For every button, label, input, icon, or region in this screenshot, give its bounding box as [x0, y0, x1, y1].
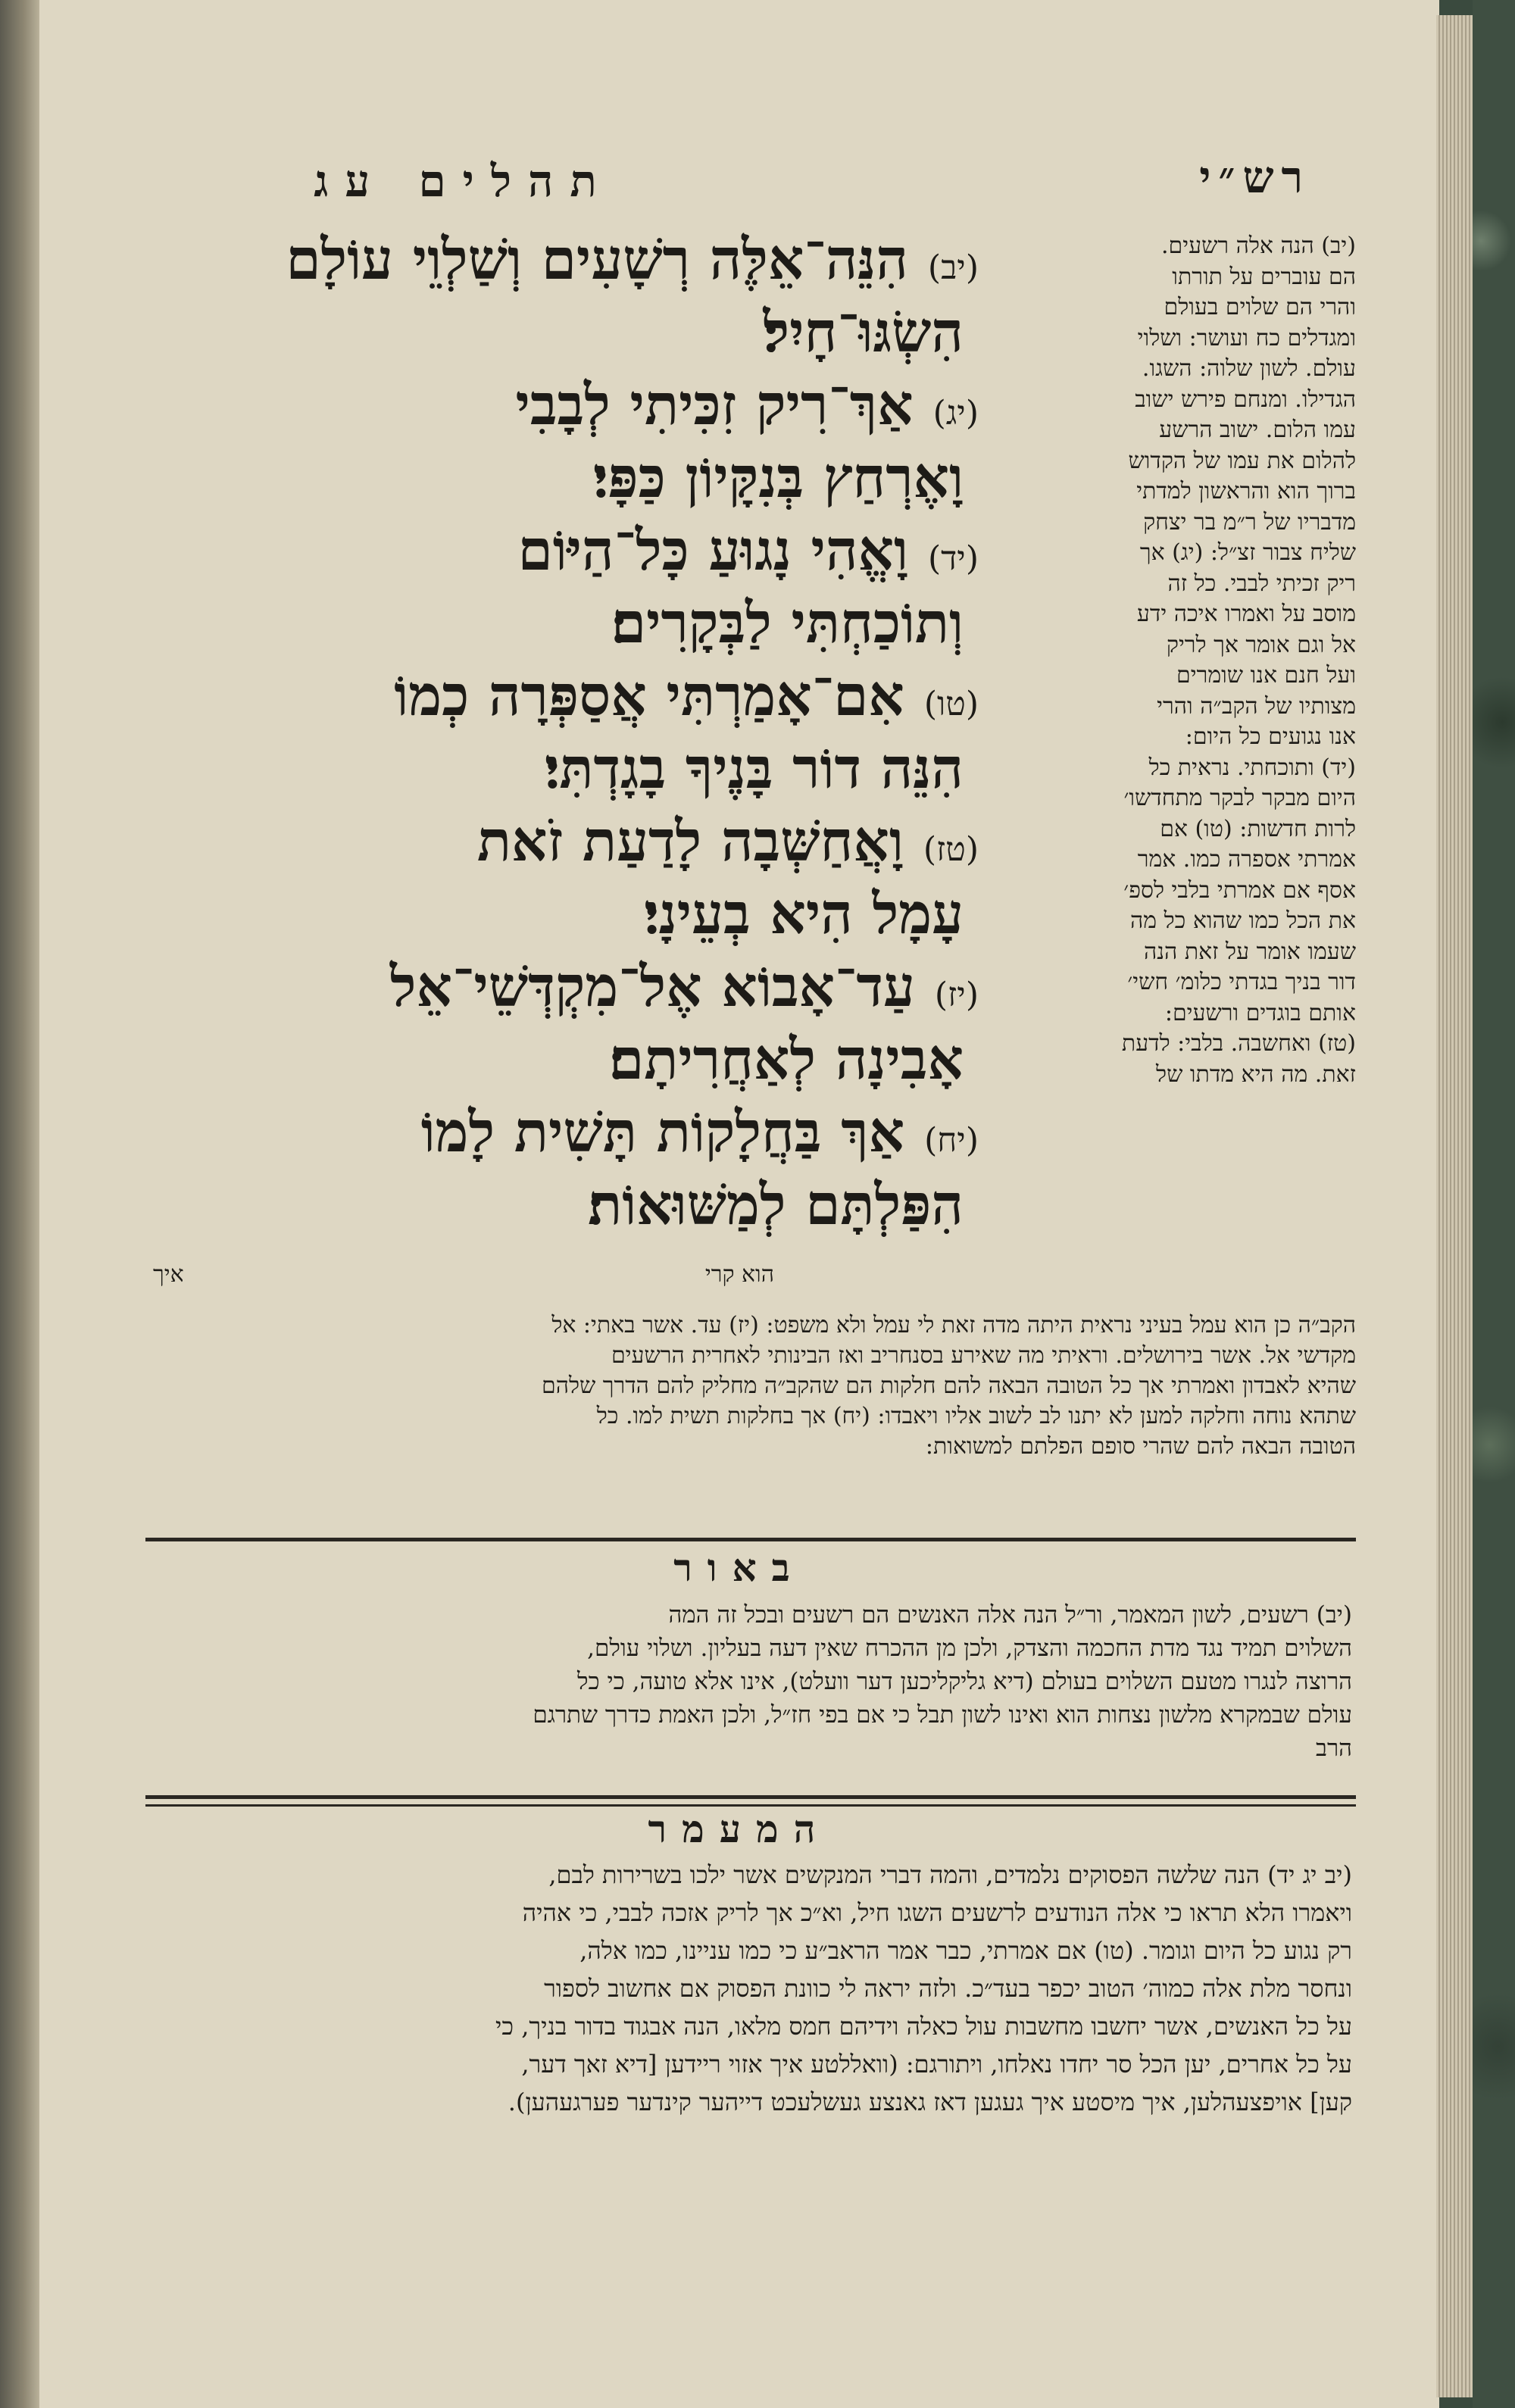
text-line: זאת. מה היא מדתו של [1156, 1060, 1356, 1088]
page-title: תהלים עג [314, 155, 614, 207]
text-line: ברוך הוא והראשון למדתי [1136, 478, 1356, 504]
text-line: הגדילו. ומנחם פירש ישוב [1135, 386, 1356, 413]
text-line: השלוים תמיד נגד מדת החכמה והצדק, ולכן מן ההכרח שאין דעה בעליון. ושלוי עולם, [587, 1635, 1352, 1662]
text-line: ועל חנם אנו שומרים [1176, 662, 1356, 689]
text-line: על כל האנשים, אשר יחשבו מחשבות עול כאלה וידיהם חמס מלאו, הנה אבגוד בדור בניך, כי [495, 2012, 1352, 2041]
verse-text: וְתוֹכַחְתִּי לַבְּקָרִים׃ [611, 591, 964, 656]
verse-text: עַד־אָבוֹא אֶל־מִקְדְּשֵׁי־אֵל [389, 954, 915, 1020]
text-line: (יב) הנה אלה רשעים. [1161, 233, 1356, 259]
text-line: לרות חדשות: (טו) אם [1160, 815, 1356, 842]
text-line: היום מבקר לבקר מתחדשו׳ [1123, 785, 1356, 811]
text-line: שעמו אומר על זאת הנה [1144, 938, 1356, 965]
text-line: הרב [1316, 1735, 1352, 1762]
keri-left: איך [153, 1261, 184, 1288]
text-line: רק נגוע כל היום וגומר. (טו) אם אמרתי, כבר אמר הראב״ע כי כמו עניינו, כמו אלה, [579, 1936, 1352, 1965]
divider-rule [145, 1795, 1356, 1799]
verse-number: (יב) [927, 248, 979, 287]
text-line: עולם שבמקרא מלשון נצחות הוא ואינו לשון תבל כי אם בפי חז״ל, ולכן האמת כדרך שתרגם [533, 1701, 1352, 1729]
text-line: קען] אויפצעהלען, איך מיסטע איך געגען דאז גאנצע געשלעכט דייהער קינדער פערגעהען). [508, 2088, 1352, 2116]
text-line: ריק זכיתי לבבי. כל זה [1167, 570, 1356, 597]
verse-line [123, 369, 979, 442]
rashi-column [962, 231, 1356, 1090]
text-line: להלום את עמו של הקדוש [1128, 447, 1356, 474]
text-line: אסף אם אמרתי בלבי לספ׳ [1123, 876, 1356, 904]
text-line: (יב יג יד) הנה שלשה הפסוקים נלמדים, והמה דברי המנקשים אשר ילכו בשרירות לבם, [548, 1860, 1352, 1889]
rashi-heading: רש״י [1199, 151, 1310, 203]
verse-number: (יח) [924, 1121, 979, 1160]
text-line: (טז) ואחשבה. בלבי: לדעת [1121, 1030, 1356, 1057]
verse-line [123, 805, 979, 878]
rashi-continuation [161, 1310, 1356, 1462]
text-line: אל וגם אומר אך לריק [1166, 631, 1356, 658]
verse-line [123, 878, 979, 951]
text-line: ויאמרו הלא תראו כי אלה הנודעים לרשעים השגו חיל, וא״כ אך לריק אזכה לבבי, כי אהיה [522, 1898, 1352, 1927]
text-line: והרי הם שלוים בעולם [1164, 294, 1356, 320]
text-line: מקדשי אל. אשר בירושלים. וראיתי מה שאירע בסנחריב ואז הבינותי לאחרית הרשעים [611, 1342, 1356, 1369]
verse-text: אַךְ בַּחֲלָקוֹת תָּשִׁית לָמוֹ [420, 1100, 905, 1165]
verse-text: הִנֵּה־אֵלֶּה רְשָׁעִים וְשַׁלְוֵי עוֹלָם [286, 227, 908, 292]
keri-note [153, 1261, 774, 1288]
verse-text: וָאֶרְחַץ בְּנִקָּיוֹן כַּפָּי׃ [592, 445, 964, 511]
verse-text: אִם־אָמַרְתִּי אֲסַפְּרָה כְמוֹ [394, 664, 904, 729]
page-edges [1436, 15, 1473, 2397]
verse-number: (יז) [934, 976, 979, 1014]
meamer-section [149, 1856, 1352, 2121]
text-line: אמרתי אספרה כמו. אמר [1137, 846, 1356, 873]
text-line: על כל אחרים, יען הכל סר יחדו נאלחו, ויתורגם: (וואללטע איך אזוי ריידען [דיא זאך דער, [521, 2050, 1352, 2079]
text-line: הקב״ה כן הוא עמל בעיני נראית היתה מדה זאת לי עמל ולא משפט: (יז) עד. אשר באתי: אל [551, 1312, 1356, 1338]
verse-line [123, 296, 979, 369]
text-line: הטובה הבאה להם שהרי סופם הפלתם למשואות: [925, 1433, 1356, 1460]
verse-text: עָמָל הִיא בְעֵינָי׃ [644, 882, 964, 947]
divider-rule [145, 1538, 1356, 1541]
text-line: עמו הלום. ישוב הרשע [1159, 417, 1356, 443]
text-line: (יד) ותוכחתי. נראית כל [1148, 754, 1356, 781]
text-line: מוסב על ואמרו איכה ידע [1136, 601, 1356, 627]
text-line: מדבריו של ר״מ בר יצחק [1143, 508, 1356, 536]
verse-line [123, 1169, 979, 1241]
book-page [39, 0, 1439, 2408]
verse-number: (טו) [923, 685, 979, 723]
text-line: אנו נגועים כל היום: [1185, 723, 1356, 750]
text-line: דור בניך בגדתי כלומ׳ חשי׳ [1127, 969, 1356, 995]
verse-line [123, 514, 979, 587]
text-line: הם עוברים על תורתו [1172, 263, 1356, 290]
text-line: מצותיו של הקב״ה והרי [1157, 692, 1356, 720]
text-line: (יב) רשעים, לשון המאמר, ור״ל הנה אלה האנשים הם רשעים ובכל זה המה [668, 1601, 1352, 1629]
text-line: ונחסר מלת אלה כמוה׳ הטוב יכפר בעד״כ. ולזה יראה לי כוונת הפסוק אם אחשוב לספור [544, 1974, 1352, 2003]
verse-text: אַךְ־רִיק זִכִּיתִי לְבָבִי [515, 373, 914, 438]
verse-text: וָאֱהִי נָגוּעַ כָּל־הַיּוֹם [517, 518, 908, 583]
marbled-cover [1473, 0, 1515, 2408]
verse-line [123, 587, 979, 660]
keri-right: הוא קרי [704, 1261, 774, 1288]
verse-number: (טז) [923, 830, 979, 869]
verse-line [123, 223, 979, 296]
text-line: אותם בוגדים ורשעים: [1164, 999, 1356, 1026]
verse-line [123, 732, 979, 805]
text-line: ומגדלים כח ועושר: ושלוי [1137, 324, 1356, 351]
verse-line [123, 951, 979, 1023]
verse-text: הִפַּלְתָּם לְמַשּׁוּאוֹת׃ [588, 1173, 964, 1238]
verse-number: (יד) [927, 539, 979, 578]
verse-text: אָבִינָה לְאַחֲרִיתָם׃ [609, 1027, 964, 1092]
meamer-heading: המעמר [648, 1807, 831, 1851]
verse-number: (יג) [932, 394, 979, 433]
text-line: שהיא לאבדון ואמרתי אך כל הטובה הבאה להם חלקות הם שהקב״ה מחליק להם הדרך שלהם [541, 1373, 1356, 1399]
verse-text: הִשְׂגּוּ־חָיִל׃ [763, 300, 964, 365]
biur-section [153, 1598, 1352, 1765]
verse-line [123, 1096, 979, 1169]
book-spine [0, 0, 39, 2408]
verse-line [123, 660, 979, 732]
text-line: עולם. לשון שלוה: השגו. [1142, 355, 1356, 382]
verse-line [123, 1023, 979, 1096]
text-line: הרוצה לנגרו מטעם השלוים בעולם (דיא גליקליכען דער וועלט), אינו אלא טועה, כי כל [576, 1668, 1352, 1695]
biur-heading: באור [673, 1545, 805, 1590]
verse-line [123, 442, 979, 514]
verse-text: הִנֵּה דוֹר בָּנֶיךָ בָגָדְתִּי׃ [544, 736, 964, 801]
text-line: את הכל כמו שהוא כל מה [1130, 907, 1356, 934]
text-line: שתהא נוחה וחלקה למען לא יתנו לב לשוב אליו ויאבדו: (יח) אך בחלקות תשית למו. כל [596, 1403, 1356, 1429]
verses-column [123, 223, 979, 1241]
text-line: שליח צבור זצ״ל: (יג) אך [1139, 539, 1356, 566]
verse-text: וָאֲחַשְּׁבָה לָדַעַת זֹאת [476, 809, 904, 874]
